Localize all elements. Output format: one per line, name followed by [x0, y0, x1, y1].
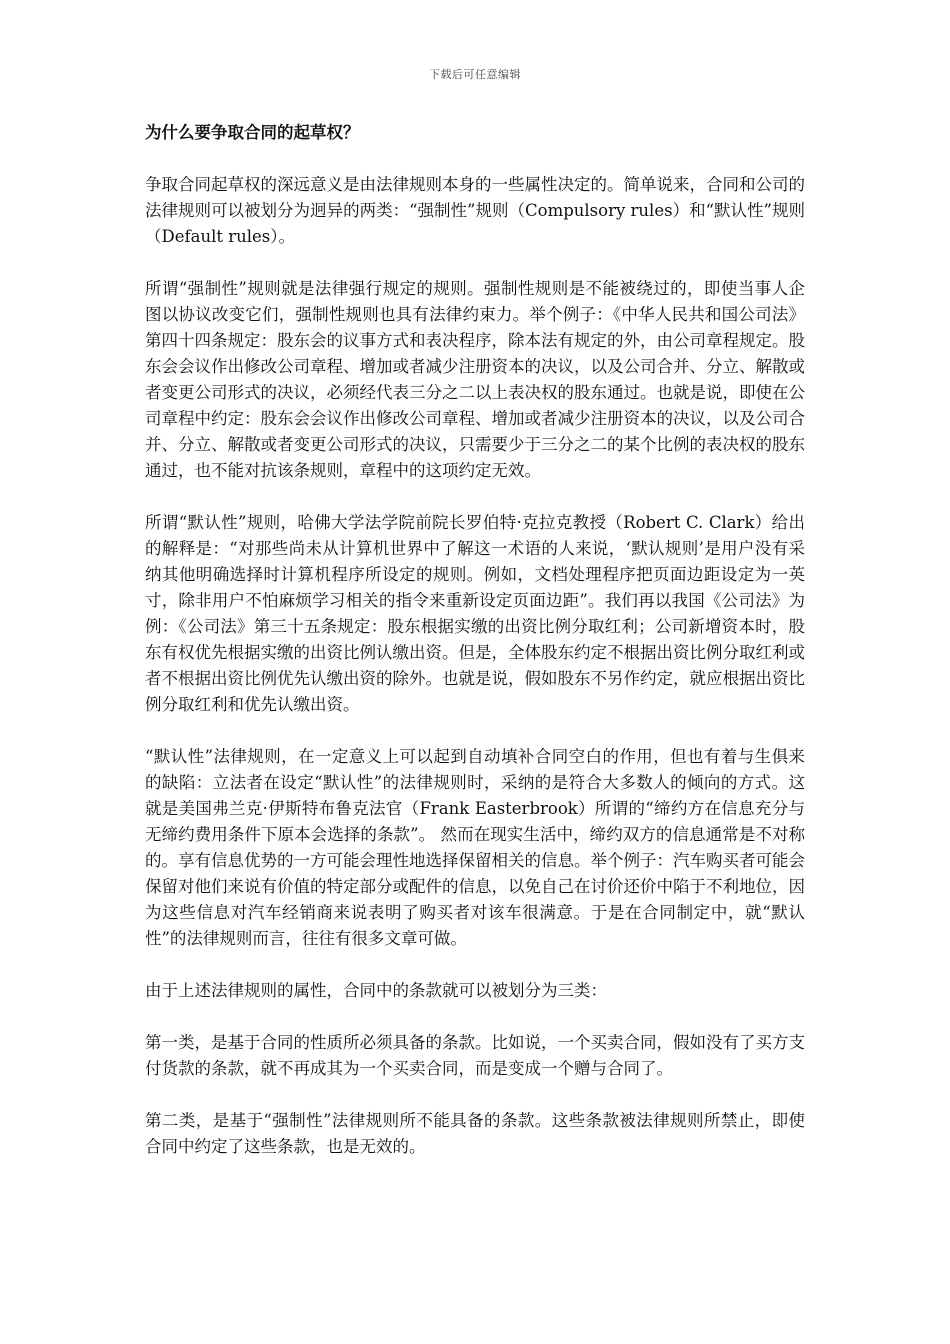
paragraph: 第一类，是基于合同的性质所必须具备的条款。比如说，一个买卖合同，假如没有了买方支付货款的条款，就不再成其为一个买卖合同，而是变成一个赠与合同了。 [145, 1033, 805, 1078]
paragraph: 第二类，是基于“强制性”法律规则所不能具备的条款。这些条款被法律规则所禁止，即使合同中约定了这些条款，也是无效的。 [145, 1111, 805, 1156]
paragraph: 所谓“强制性”规则就是法律强行规定的规则。强制性规则是不能被绕过的，即使当事人企图以协议改变它们，强制性规则也具有法律约束力。举个例子：《中华人民共和国公司法》第四十四条规定：股东会的议事方式和表决程序，除本法有规定的外，由公司章程规定。股东会会议作出修改公司章程、增加或者减少注册资本的决议，以及公司合并、分立、解散或者变更公司形式的决议，必须经代表三分之二以上表决权的股东通过。也就是说，即使在公司章程中约定：股东会会议作出修改公司章程、增加或者减少注册资本的决议，以及公司合并、分立、解散或者变更公司形式的决议，只需要少于三分之二的某个比例的表决权的股东通过，也不能对抗该条规则，章程中的这项约定无效。 [145, 279, 805, 480]
document-title: 为什么要争取合同的起草权？ [145, 123, 360, 142]
page-header: 下载后可任意编辑 [429, 68, 521, 81]
paragraph: 争取合同起草权的深远意义是由法律规则本身的一些属性决定的。简单说来，合同和公司的法律规则可以被划分为迥异的两类：“强制性”规则（Compulsory rules）和“默认性”规则（Default rules）。 [145, 175, 805, 246]
document-body [145, 120, 805, 1186]
paragraph: “默认性”法律规则，在一定意义上可以起到自动填补合同空白的作用，但也有着与生俱来的缺陷：立法者在设定“默认性”的法律规则时，采纳的是符合大多数人的倾向的方式。这就是美国弗兰克·伊斯特布鲁克法官（Frank Easterbrook）所谓的“缔约方在信息充分与无缔约费用条件下原本会选择的条款”。 然而在现实生活中，缔约双方的信息通常是不对称的。享有信息优势的一方可能会理性地选择保留相关的信息。举个例子：汽车购买者可能会保留对他们来说有价值的特定部分或配件的信息，以免自己在讨价还价中陷于不利地位，因为这些信息对汽车经销商来说表明了购买者对该车很满意。于是在合同制定中，就“默认性”的法律规则而言，往往有很多文章可做。 [145, 747, 805, 948]
paragraph: 由于上述法律规则的属性，合同中的条款就可以被划分为三类： [145, 981, 607, 1000]
paragraph: 所谓“默认性”规则，哈佛大学法学院前院长罗伯特·克拉克教授（Robert C. Clark）给出的解释是：“对那些尚未从计算机世界中了解这一术语的人来说，‘默认规则’是用户没有采纳其他明确选择时计算机程序所设定的规则。例如，文档处理程序把页面边距设定为一英寸，除非用户不怕麻烦学习相关的指令来重新设定页面边距”。我们再以我国《公司法》为例：《公司法》第三十五条规定：股东根据实缴的出资比例分取红利；公司新增资本时，股东有权优先根据实缴的出资比例认缴出资。但是，全体股东约定不根据出资比例分取红利或者不根据出资比例优先认缴出资的除外。也就是说，假如股东不另作约定，就应根据出资比例分取红利和优先认缴出资。 [145, 513, 805, 714]
